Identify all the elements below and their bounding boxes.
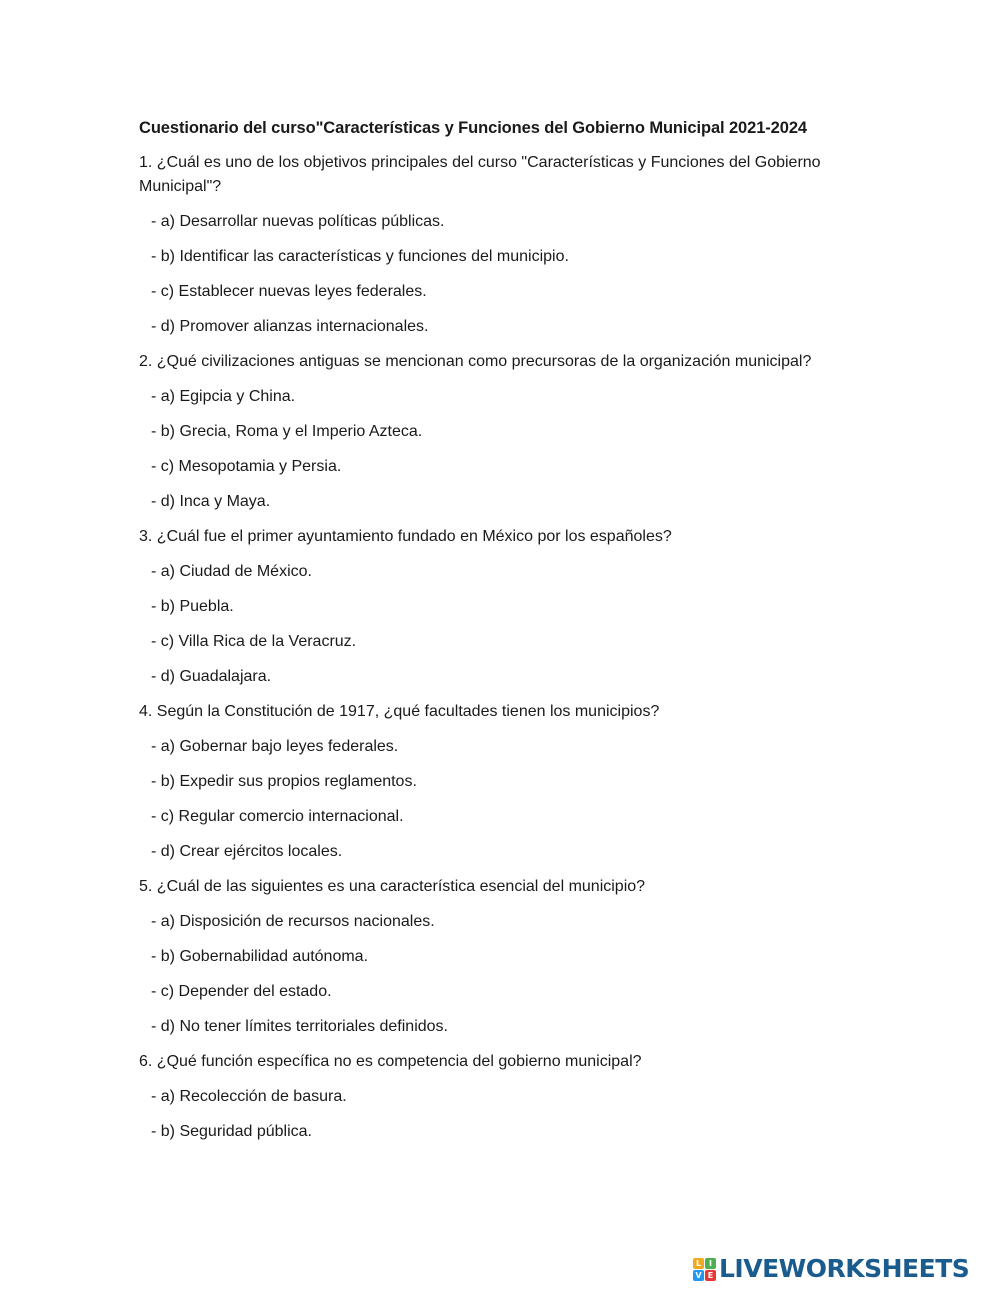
logo-mark-tile: E bbox=[705, 1270, 716, 1281]
question-text: 4. Según la Constitución de 1917, ¿qué facultades tienen los municipios? bbox=[139, 703, 660, 720]
answer-option: - b) Grecia, Roma y el Imperio Azteca. bbox=[151, 423, 423, 440]
logo-mark-icon bbox=[693, 1258, 716, 1281]
answer-option: - a) Egipcia y China. bbox=[151, 388, 296, 405]
answer-option: - b) Seguridad pública. bbox=[151, 1123, 312, 1140]
answer-option: - d) Promover alianzas internacionales. bbox=[151, 318, 429, 335]
answer-option: - c) Depender del estado. bbox=[151, 983, 332, 1000]
answer-option: - c) Mesopotamia y Persia. bbox=[151, 458, 342, 475]
answer-option: - c) Regular comercio internacional. bbox=[151, 808, 404, 825]
worksheet-page bbox=[139, 116, 859, 1155]
answer-option: - b) Identificar las características y funciones del municipio. bbox=[151, 248, 569, 265]
answer-option: - c) Villa Rica de la Veracruz. bbox=[151, 633, 357, 650]
question-text: 3. ¿Cuál fue el primer ayuntamiento fundado en México por los españoles? bbox=[139, 528, 672, 545]
answer-option: - a) Recolección de basura. bbox=[151, 1088, 347, 1105]
question-4 bbox=[139, 700, 859, 864]
answer-option: - b) Gobernabilidad autónoma. bbox=[151, 948, 369, 965]
question-text: 1. ¿Cuál es uno de los objetivos principales del curso "Características y Funciones del Gobierno Municipal"? bbox=[139, 154, 821, 195]
answer-option: - a) Desarrollar nuevas políticas públicas. bbox=[151, 213, 445, 230]
answer-option: - c) Establecer nuevas leyes federales. bbox=[151, 283, 427, 300]
answer-option: - a) Disposición de recursos nacionales. bbox=[151, 913, 435, 930]
answer-option: - b) Expedir sus propios reglamentos. bbox=[151, 773, 417, 790]
question-1 bbox=[139, 151, 859, 339]
liveworksheets-logo bbox=[693, 1254, 969, 1284]
answer-option: - d) Inca y Maya. bbox=[151, 493, 271, 510]
page-title: Cuestionario del curso"Características y Funciones del Gobierno Municipal 2021-2024 bbox=[139, 119, 807, 137]
answer-option: - d) Crear ejércitos locales. bbox=[151, 843, 343, 860]
question-text: 6. ¿Qué función específica no es competencia del gobierno municipal? bbox=[139, 1053, 642, 1070]
logo-text: LIVEWORKSHEETS bbox=[719, 1254, 970, 1283]
answer-option: - a) Gobernar bajo leyes federales. bbox=[151, 738, 399, 755]
answer-option: - a) Ciudad de México. bbox=[151, 563, 312, 580]
answer-option: - b) Puebla. bbox=[151, 598, 234, 615]
question-5 bbox=[139, 875, 859, 1039]
answer-option: - d) No tener límites territoriales definidos. bbox=[151, 1018, 448, 1035]
question-text: 2. ¿Qué civilizaciones antiguas se mencionan como precursoras de la organización municipal? bbox=[139, 353, 812, 370]
question-6 bbox=[139, 1050, 859, 1144]
question-text: 5. ¿Cuál de las siguientes es una característica esencial del municipio? bbox=[139, 878, 646, 895]
logo-mark-tile: I bbox=[705, 1258, 716, 1269]
logo-mark-tile: L bbox=[693, 1258, 704, 1269]
question-2 bbox=[139, 350, 859, 514]
logo-mark-tile: V bbox=[693, 1270, 704, 1281]
answer-option: - d) Guadalajara. bbox=[151, 668, 272, 685]
question-3 bbox=[139, 525, 859, 689]
